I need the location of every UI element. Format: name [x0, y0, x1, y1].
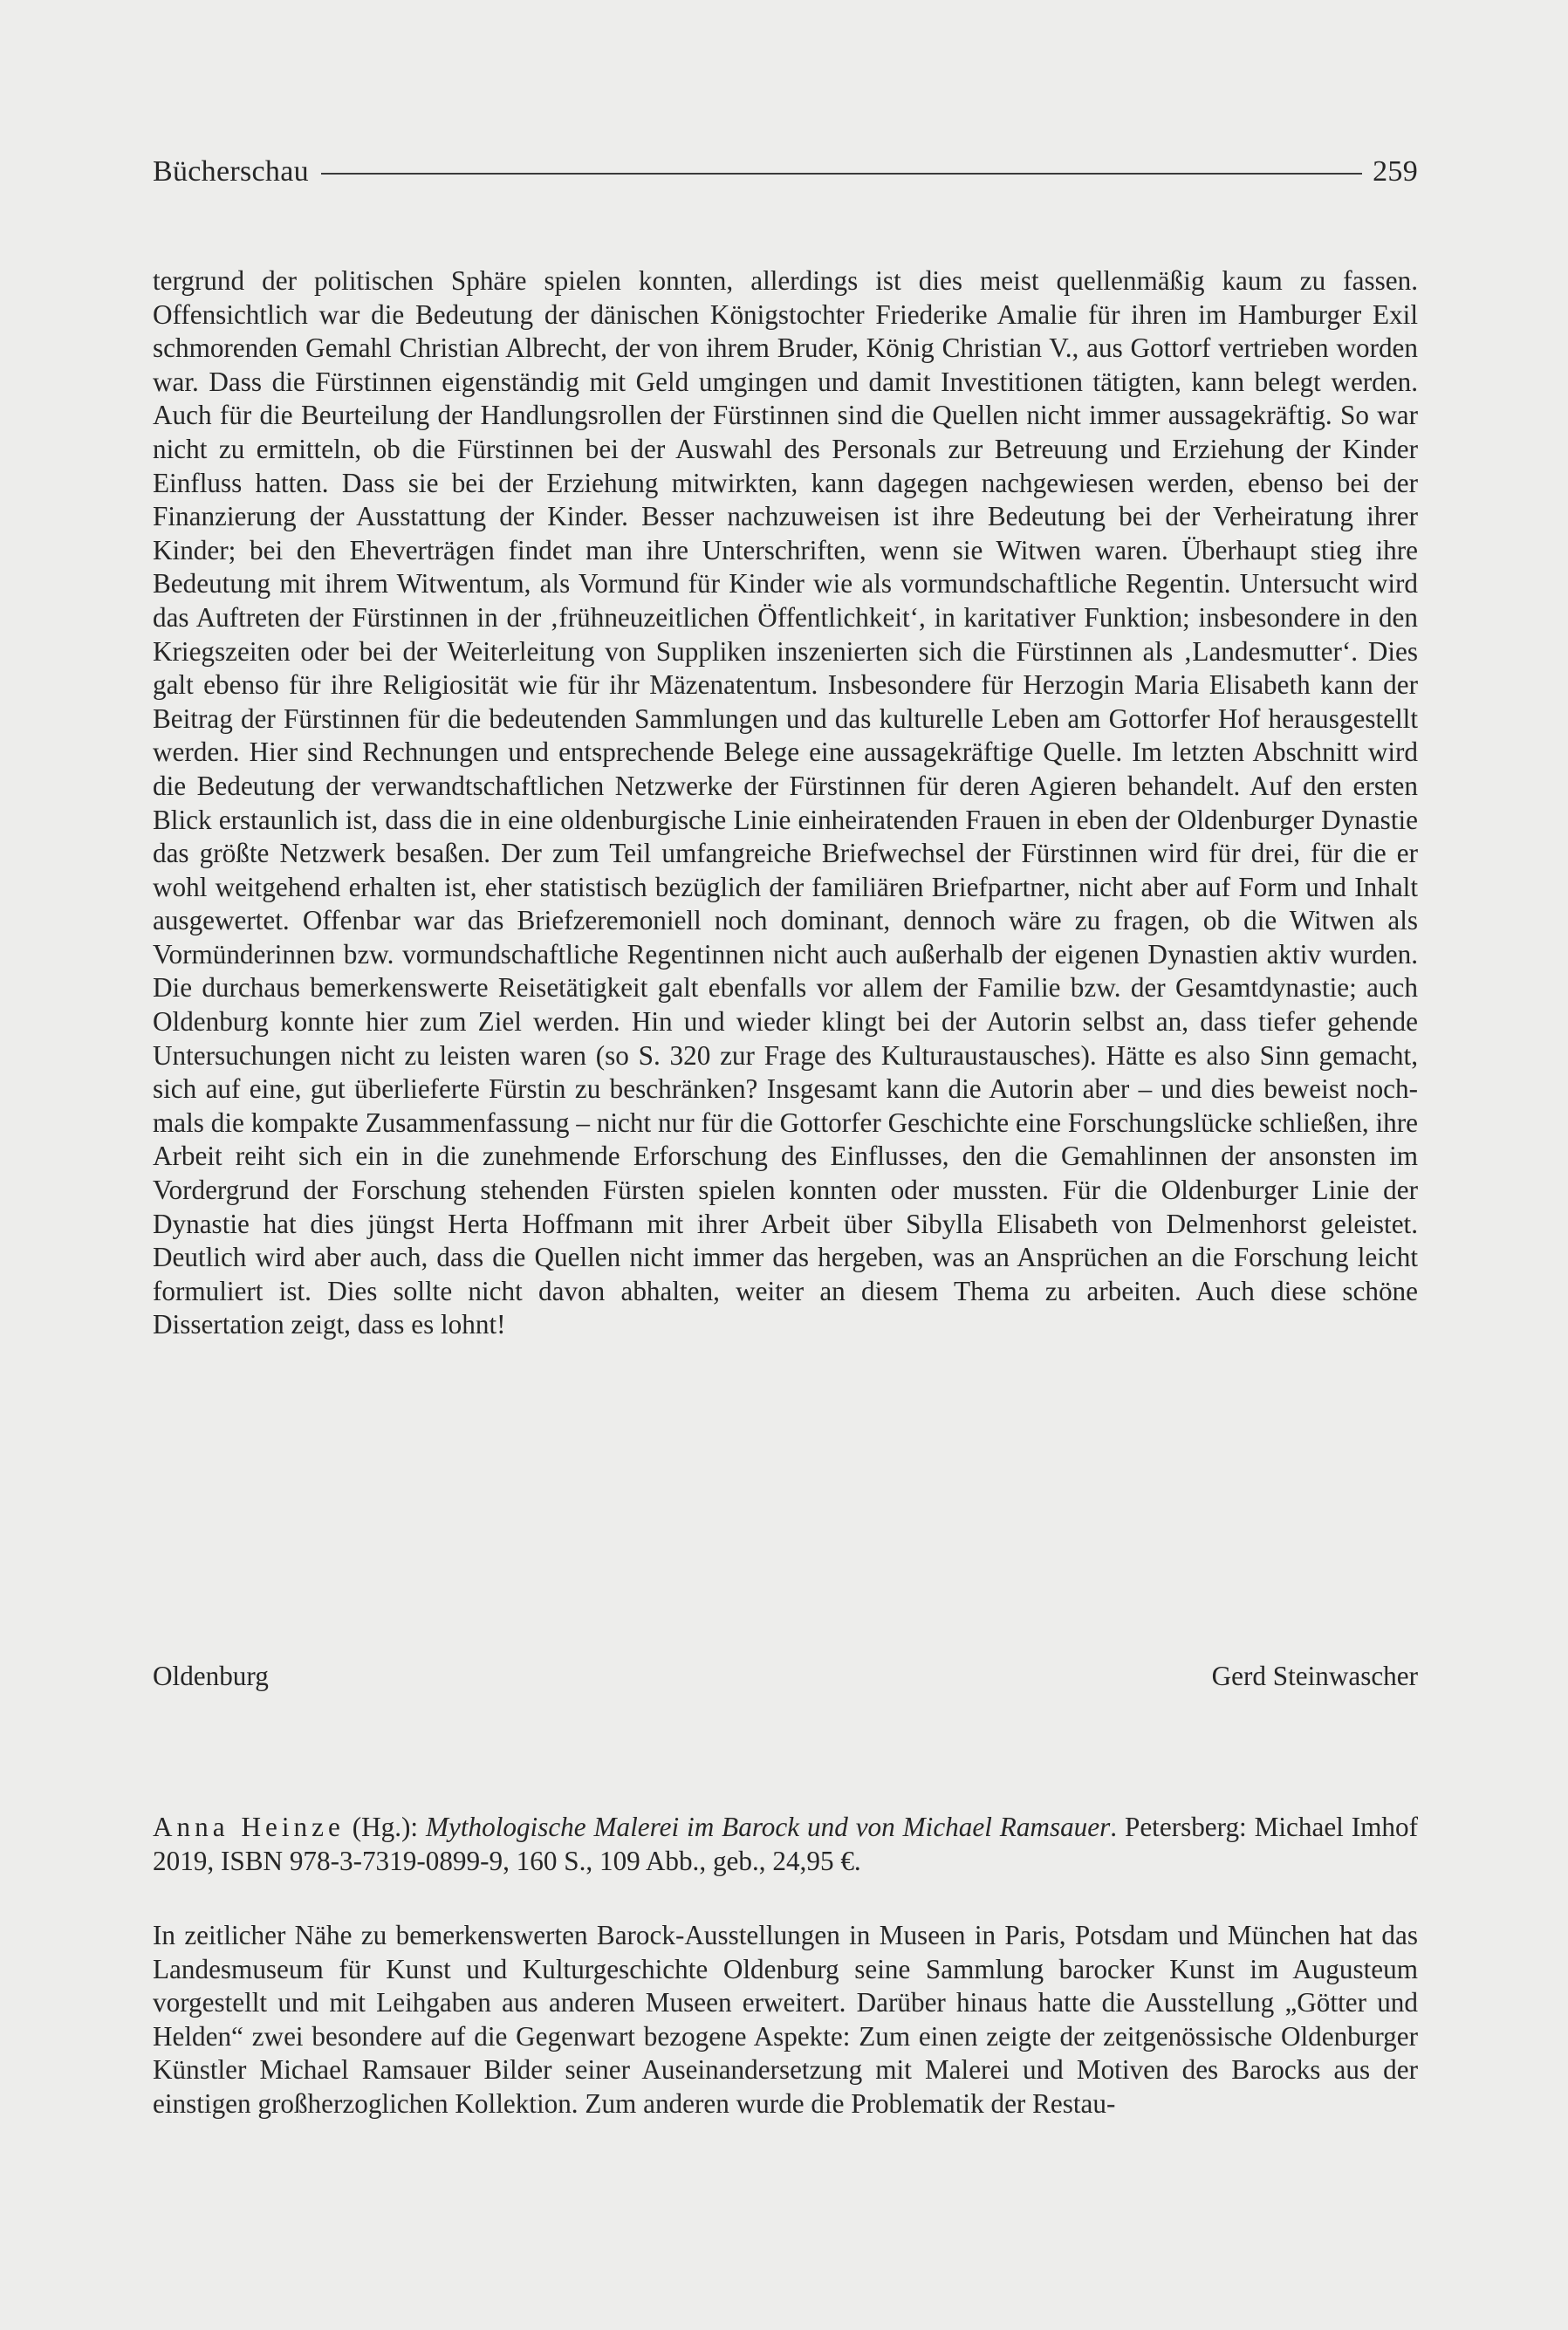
- citation-line: [153, 1811, 1418, 1878]
- review-text: [153, 264, 1418, 1342]
- header-rule: [321, 173, 1362, 175]
- signature-place: Oldenburg: [153, 1661, 269, 1691]
- citation-editor: Anna Heinze: [153, 1812, 345, 1842]
- signature-reviewer: Gerd Steinwascher: [1211, 1661, 1418, 1691]
- citation-editor-role: (Hg.):: [344, 1812, 427, 1842]
- review-signature: [153, 1661, 1418, 1692]
- citation-publication: . Petersberg: Michael Imhof 2019, ISBN 978-3-7319-0899-9, 160 S., 109 Abb., geb., 24,95 €.: [153, 1812, 1418, 1876]
- running-head: [153, 155, 1418, 188]
- page-number: 259: [1373, 155, 1418, 188]
- book-citation: [153, 1811, 1418, 1878]
- section-title: Bücherschau: [153, 155, 309, 188]
- citation-title: Mythologische Malerei im Barock und von Michael Ramsauer: [426, 1812, 1111, 1842]
- review-paragraph: tergrund der politischen Sphäre spielen konnten, allerdings ist dies meist quellenmäßig kaum zu fassen. Offensichtlich war die Bedeutung der dänischen Königstochter Friederike Amalie für ihren im Hamburger Exil schmorenden Gemahl Christian Albrecht, der von ihrem Bruder, König Christian V., aus Gottorf vertrieben worden war. Dass die Fürstinnen eigenständig mit Geld umgingen und damit Investitionen tätigten, kann belegt werden. Auch für die Beurteilung der Handlungsrollen der Fürstinnen sind die Quellen nicht immer aussagekräftig. So war nicht zu ermitteln, ob die Fürstinnen bei der Auswahl des Personals zur Betreuung und Erziehung der Kinder Einfluss hatten. Dass sie bei der Erziehung mitwirkten, kann dagegen nachgewiesen werden, ebenso bei der Finanzierung der Ausstattung der Kinder. Besser nachzuweisen ist ihre Bedeutung bei der Verheiratung ihrer Kinder; bei den Eheverträgen findet man ihre Unterschriften, wenn sie Witwen waren. Überhaupt stieg ihre Bedeutung mit ihrem Witwentum, als Vormund für Kinder wie als vormundschaftliche Regentin. Untersucht wird das Auftreten der Fürstinnen in der ‚frühneuzeitlichen Öffentlichkeit‘, in karitativer Funktion; insbesondere in den Kriegszeiten oder bei der Weiterleitung von Suppliken inszenierten sich die Fürstinnen als ‚Landesmutter‘. Dies galt ebenso für ihre Religiosität wie für ihr Mäzenatentum. Insbesondere für Herzogin Maria Elisabeth kann der Beitrag der Fürstinnen für die bedeutenden Sammlungen und das kulturelle Leben am Gottorfer Hof herausgestellt werden. Hier sind Rechnungen und entsprechende Belege eine aussagekräftige Quelle. Im letzten Abschnitt wird die Bedeutung der verwandtschaftlichen Netzwerke der Fürstinnen für deren Agieren behandelt. Auf den ersten Blick erstaunlich ist, dass die in eine oldenburgische Linie einheiratenden Frauen in eben der Oldenburger Dynastie das größte Netzwerk besaßen. Der zum Teil umfangreiche Briefwechsel der Fürstinnen wird für drei, für die er wohl weitgehend erhalten ist, eher statistisch bezüglich der familiären Briefpartner, nicht aber auf Form und Inhalt ausgewertet. Offenbar war das Briefzeremoniell noch dominant, dennoch wäre zu fragen, ob die Witwen als Vormünderinnen bzw. vormundschaftliche Regentinnen nicht auch außerhalb der eigenen Dynastien aktiv wurden. Die durchaus bemerkenswerte Reisetätigkeit galt ebenfalls vor allem der Familie bzw. der Gesamtdynastie; auch Oldenburg konnte hier zum Ziel werden. Hin und wieder klingt bei der Autorin selbst an, dass tiefer gehende Untersuchungen nicht zu leisten waren (so S. 320 zur Frage des Kulturaustausches). Hätte es also Sinn gemacht, sich auf eine, gut überlieferte Fürstin zu beschränken? Insgesamt kann die Autorin aber – und dies beweist nochmals die kompakte Zusammenfassung – nicht nur für die Gottorfer Geschichte eine Forschungslücke schließen, ihre Arbeit reiht sich ein in die zunehmende Erforschung des Einflusses, den die Gemahlinnen der ansonsten im Vordergrund der Forschung stehenden Fürsten spielen konnten oder mussten. Für die Oldenburger Linie der Dynastie hat dies jüngst Herta Hoffmann mit ihrer Arbeit über Sibylla Elisabeth von Delmenhorst geleistet. Deutlich wird aber auch, dass die Quellen nicht immer das hergeben, was an Ansprüchen an die Forschung leicht formuliert ist. Dies sollte nicht davon abhalten, weiter an diesem Thema zu arbeiten. Auch diese schöne Dissertation zeigt, dass es lohnt!: [153, 265, 1418, 1340]
- review-two-paragraph: In zeitlicher Nähe zu bemerkenswerten Barock-Ausstellungen in Museen in Paris, Potsdam und München hat das Landesmuseum für Kunst und Kulturgeschichte Oldenburg seine Sammlung barocker Kunst im Augusteum vorgestellt und mit Leihgaben aus anderen Museen erweitert. Darüber hinaus hatte die Ausstellung „Götter und Helden“ zwei besondere auf die Gegenwart bezogene Aspekte: Zum einen zeigte der zeitgenössische Oldenburger Künstler Michael Ramsauer Bilder seiner Auseinandersetzung mit Malerei und Motiven des Barocks aus der einstigen großherzoglichen Kollektion. Zum anderen wurde die Problematik der Restau-: [153, 1920, 1418, 2119]
- review-two-text: [153, 1919, 1418, 2121]
